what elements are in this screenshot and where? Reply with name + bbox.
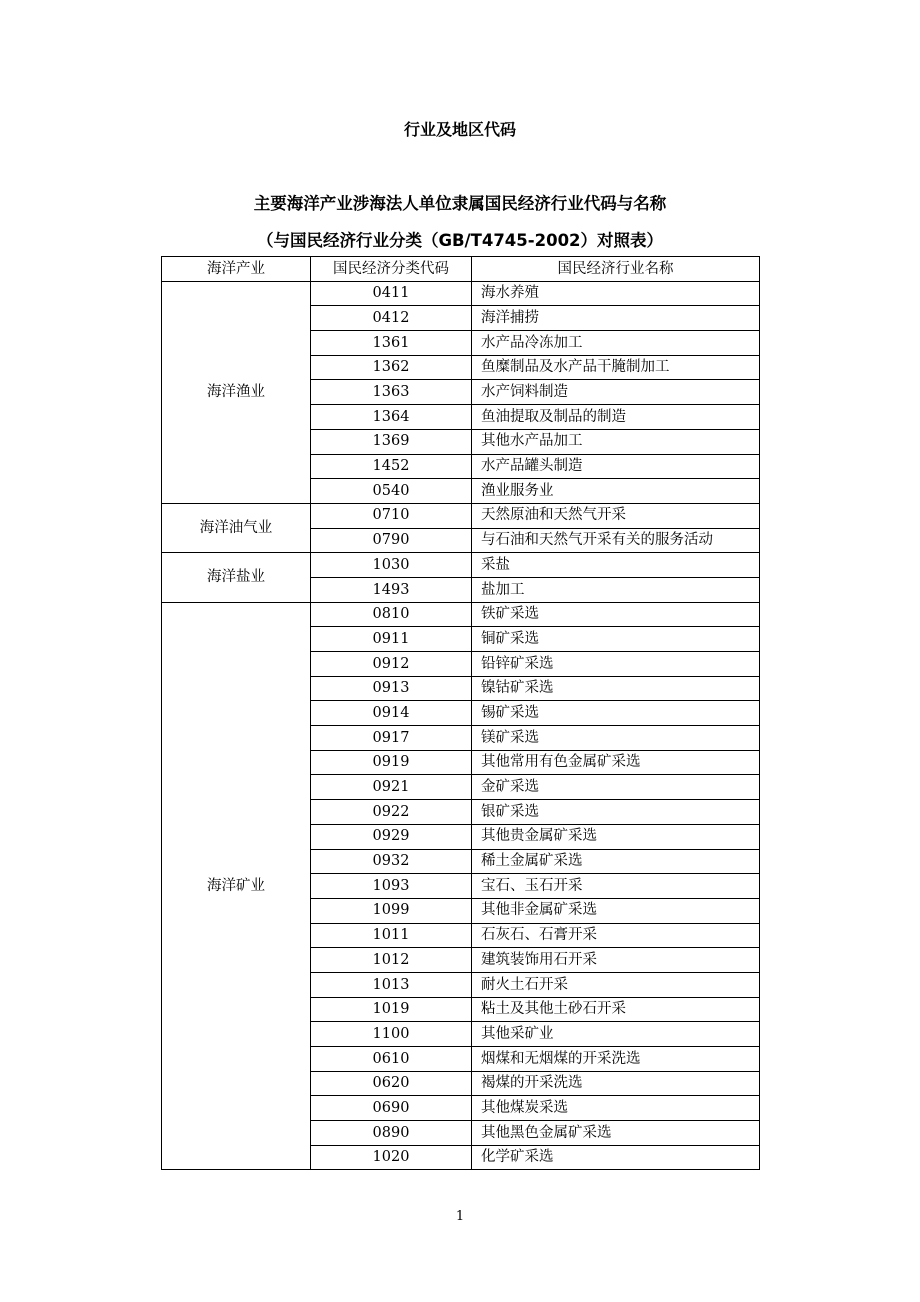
code-cell: 1361	[311, 331, 472, 356]
category-cell: 海洋盐业	[162, 553, 311, 602]
category-cell: 海洋渔业	[162, 281, 311, 503]
code-cell: 0790	[311, 528, 472, 553]
table-row	[162, 553, 760, 578]
name-cell: 石灰石、石膏开采	[472, 923, 760, 948]
name-cell: 铅锌矿采选	[472, 652, 760, 677]
name-cell: 其他水产品加工	[472, 429, 760, 454]
table-title: 主要海洋产业涉海法人单位隶属国民经济行业代码与名称	[253, 194, 667, 213]
name-cell: 其他贵金属矿采选	[472, 824, 760, 849]
page-title: 行业及地区代码	[403, 120, 516, 139]
name-cell: 鱼油提取及制品的制造	[472, 405, 760, 430]
name-cell: 耐火土石开采	[472, 972, 760, 997]
category-cell: 海洋矿业	[162, 602, 311, 1170]
table-body	[162, 281, 760, 1170]
industry-code-table	[161, 256, 760, 1170]
name-cell: 粘土及其他土砂石开采	[472, 997, 760, 1022]
name-cell: 与石油和天然气开采有关的服务活动	[472, 528, 760, 553]
code-cell: 0411	[311, 281, 472, 306]
name-cell: 海水养殖	[472, 281, 760, 306]
table-subtitle: （与国民经济行业分类（GB/T4745-2002）对照表）	[256, 231, 664, 250]
code-cell: 0917	[311, 726, 472, 751]
name-cell: 建筑装饰用石开采	[472, 948, 760, 973]
code-cell: 0911	[311, 627, 472, 652]
code-cell: 1012	[311, 948, 472, 973]
code-cell: 0890	[311, 1121, 472, 1146]
code-cell: 0710	[311, 503, 472, 528]
name-cell: 宝石、玉石开采	[472, 874, 760, 899]
code-cell: 0540	[311, 479, 472, 504]
header-industry-name: 国民经济行业名称	[472, 257, 760, 282]
name-cell: 其他常用有色金属矿采选	[472, 750, 760, 775]
name-cell: 采盐	[472, 553, 760, 578]
code-cell: 1011	[311, 923, 472, 948]
name-cell: 水产品冷冻加工	[472, 331, 760, 356]
name-cell: 天然原油和天然气开采	[472, 503, 760, 528]
page-number: 1	[455, 1209, 465, 1224]
name-cell: 镍钴矿采选	[472, 676, 760, 701]
code-cell: 0914	[311, 701, 472, 726]
name-cell: 铁矿采选	[472, 602, 760, 627]
code-cell: 0912	[311, 652, 472, 677]
name-cell: 鱼糜制品及水产品干腌制加工	[472, 355, 760, 380]
code-cell: 1493	[311, 577, 472, 602]
name-cell: 铜矿采选	[472, 627, 760, 652]
code-cell: 0610	[311, 1047, 472, 1072]
table-row	[162, 602, 760, 627]
code-cell: 0620	[311, 1071, 472, 1096]
name-cell: 水产品罐头制造	[472, 454, 760, 479]
code-cell: 1100	[311, 1022, 472, 1047]
table-row	[162, 281, 760, 306]
code-cell: 0412	[311, 306, 472, 331]
name-cell: 渔业服务业	[472, 479, 760, 504]
code-cell: 1363	[311, 380, 472, 405]
code-cell: 0922	[311, 800, 472, 825]
code-cell: 0913	[311, 676, 472, 701]
name-cell: 其他黑色金属矿采选	[472, 1121, 760, 1146]
name-cell: 金矿采选	[472, 775, 760, 800]
code-cell: 0932	[311, 849, 472, 874]
name-cell: 其他煤炭采选	[472, 1096, 760, 1121]
name-cell: 锡矿采选	[472, 701, 760, 726]
table-row	[162, 503, 760, 528]
code-cell: 0690	[311, 1096, 472, 1121]
code-cell: 1452	[311, 454, 472, 479]
code-cell: 1362	[311, 355, 472, 380]
code-cell: 0810	[311, 602, 472, 627]
category-cell: 海洋油气业	[162, 503, 311, 552]
code-cell: 0929	[311, 824, 472, 849]
table-header-row	[162, 257, 760, 282]
name-cell: 褐煤的开采洗选	[472, 1071, 760, 1096]
name-cell: 银矿采选	[472, 800, 760, 825]
name-cell: 稀土金属矿采选	[472, 849, 760, 874]
name-cell: 镁矿采选	[472, 726, 760, 751]
code-cell: 1013	[311, 972, 472, 997]
code-cell: 1019	[311, 997, 472, 1022]
name-cell: 盐加工	[472, 577, 760, 602]
header-classification-code: 国民经济分类代码	[311, 257, 472, 282]
code-cell: 1099	[311, 898, 472, 923]
code-cell: 1369	[311, 429, 472, 454]
code-cell: 1364	[311, 405, 472, 430]
code-cell: 1030	[311, 553, 472, 578]
name-cell: 水产饲料制造	[472, 380, 760, 405]
header-marine-industry: 海洋产业	[162, 257, 311, 282]
code-cell: 0921	[311, 775, 472, 800]
name-cell: 其他非金属矿采选	[472, 898, 760, 923]
code-cell: 0919	[311, 750, 472, 775]
code-cell: 1093	[311, 874, 472, 899]
name-cell: 烟煤和无烟煤的开采洗选	[472, 1047, 760, 1072]
name-cell: 其他采矿业	[472, 1022, 760, 1047]
name-cell: 化学矿采选	[472, 1145, 760, 1170]
code-cell: 1020	[311, 1145, 472, 1170]
name-cell: 海洋捕捞	[472, 306, 760, 331]
